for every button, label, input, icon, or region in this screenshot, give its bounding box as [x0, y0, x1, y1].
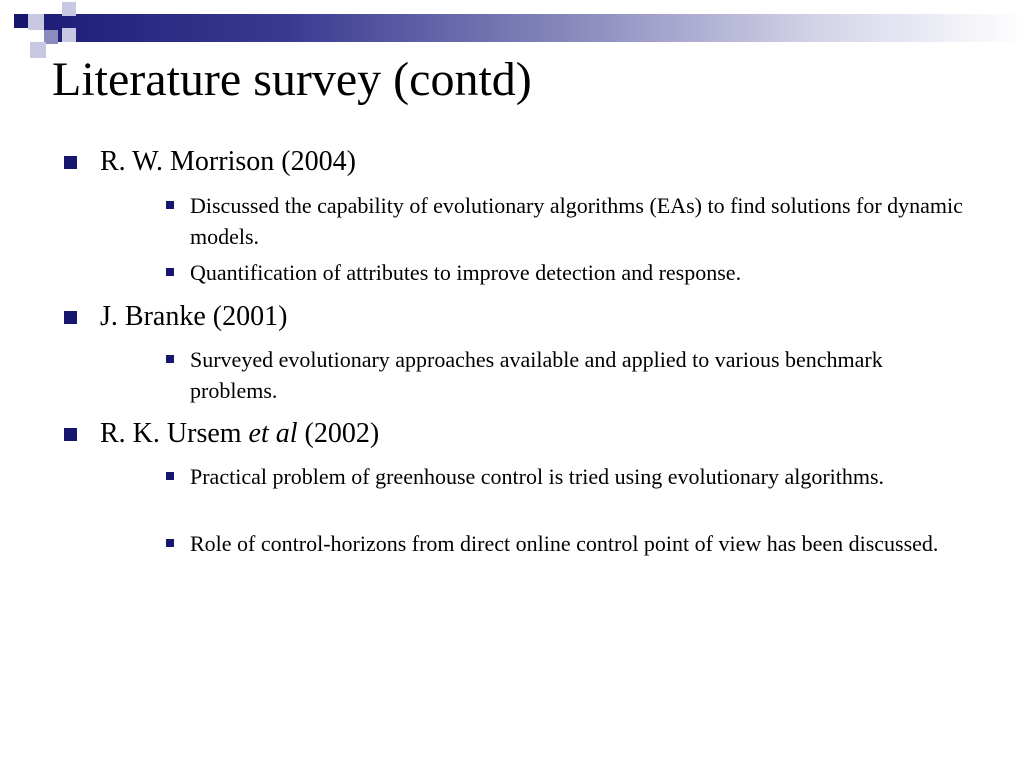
bullet-heading-prefix: R. K. Ursem [100, 418, 249, 449]
square-bullet-icon [166, 201, 174, 209]
decor-square [62, 28, 76, 42]
sub-bullet-text: Discussed the capability of evolutionary algorithms (EAs) to find solutions for dynamic models. [190, 193, 963, 249]
sub-bullet-item [190, 344, 970, 406]
sub-bullet-item [190, 528, 970, 559]
header-gradient-bar [44, 14, 1024, 42]
decor-square [14, 14, 28, 28]
square-bullet-icon [166, 268, 174, 276]
slide-title: Literature survey (contd) [52, 53, 532, 106]
sub-bullet-text: Surveyed evolutionary approaches available and applied to various benchmark problems. [190, 347, 883, 403]
bullet-item-ursem [100, 418, 379, 450]
sub-bullet-item [190, 257, 970, 288]
sub-bullet-item [190, 461, 970, 492]
bullet-item-morrison [100, 146, 356, 178]
bullet-heading: R. W. Morrison (2004) [100, 146, 356, 177]
bullet-item-branke [100, 301, 287, 333]
square-bullet-icon [64, 428, 77, 441]
decor-square [30, 42, 46, 58]
bullet-heading-italic: et al [248, 418, 298, 449]
bullet-heading: J. Branke (2001) [100, 301, 288, 332]
bullet-heading-suffix: (2002) [297, 418, 380, 449]
sub-bullet-text: Role of control-horizons from direct online control point of view has been discussed. [190, 531, 939, 556]
decor-square [44, 30, 58, 44]
square-bullet-icon [166, 472, 174, 480]
sub-bullet-text: Quantification of attributes to improve detection and response. [190, 260, 742, 285]
sub-bullet-text: Practical problem of greenhouse control is tried using evolutionary algorithms. [190, 464, 885, 489]
decor-square [62, 2, 76, 16]
square-bullet-icon [64, 311, 77, 324]
square-bullet-icon [166, 355, 174, 363]
sub-bullet-item [190, 190, 970, 252]
decor-square [28, 14, 44, 30]
square-bullet-icon [64, 156, 77, 169]
square-bullet-icon [166, 539, 174, 547]
